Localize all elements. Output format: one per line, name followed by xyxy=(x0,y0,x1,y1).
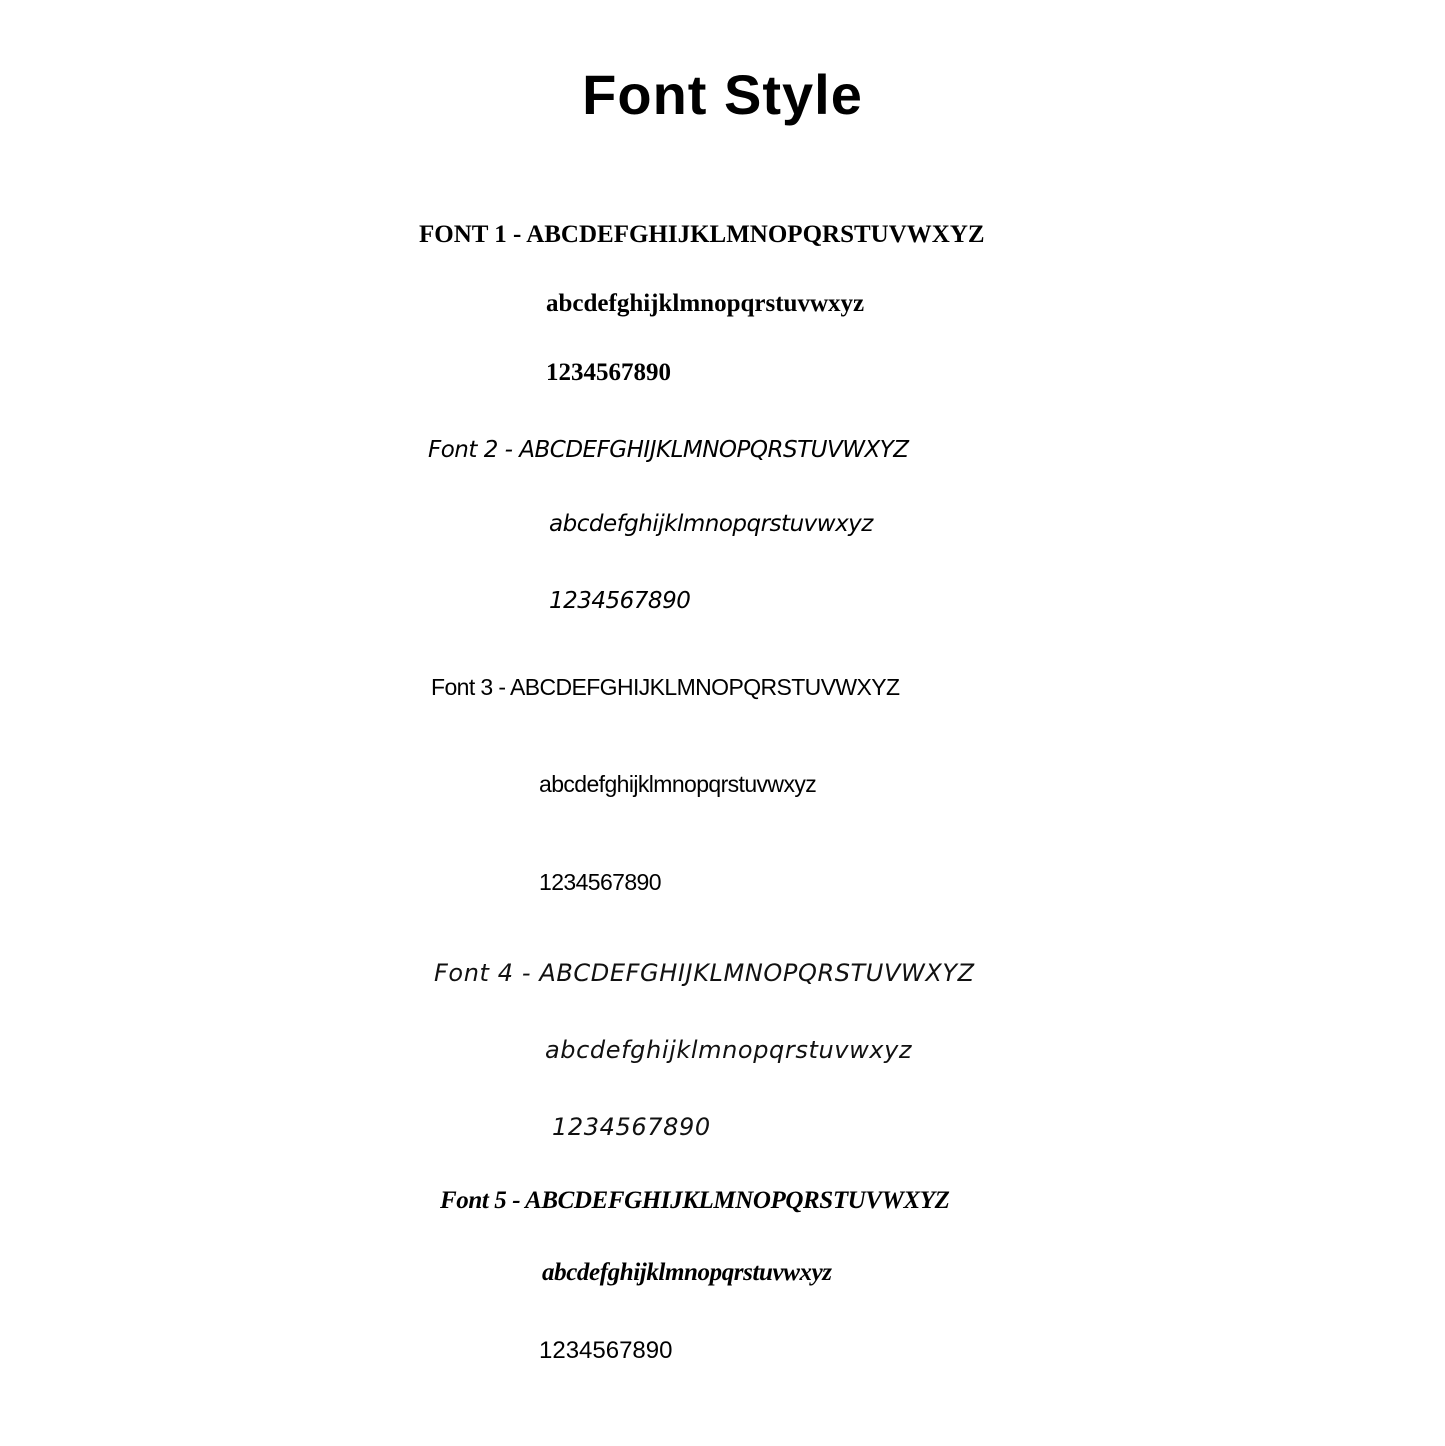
font-5-digits: 1234567890 xyxy=(539,1337,673,1364)
font-4-digits: 1234567890 xyxy=(552,1113,711,1141)
font-2-uppercase: Font 2 - ABCDEFGHIJKLMNOPQRSTUVWXYZ xyxy=(428,437,909,463)
font-5-lowercase: abcdefghijklmnopqrstuvwxyz xyxy=(542,1259,832,1286)
font-2-lowercase: abcdefghijklmnopqrstuvwxyz xyxy=(549,511,873,537)
font-1-digits: 1234567890 xyxy=(546,359,671,386)
font-1-uppercase: FONT 1 - ABCDEFGHIJKLMNOPQRSTUVWXYZ xyxy=(419,221,985,248)
font-5-uppercase: Font 5 - ABCDEFGHIJKLMNOPQRSTUVWXYZ xyxy=(440,1187,950,1214)
font-3-digits: 1234567890 xyxy=(539,869,661,895)
font-2-digits: 1234567890 xyxy=(549,588,691,614)
page-title: Font Style xyxy=(582,63,863,126)
font-4-uppercase: Font 4 - ABCDEFGHIJKLMNOPQRSTUVWXYZ xyxy=(434,959,975,987)
font-4-lowercase: abcdefghijklmnopqrstuvwxyz xyxy=(545,1036,913,1064)
font-1-lowercase: abcdefghijklmnopqrstuvwxyz xyxy=(546,290,865,317)
font-3-uppercase: Font 3 - ABCDEFGHIJKLMNOPQRSTUVWXYZ xyxy=(431,674,900,700)
font-3-lowercase: abcdefghijklmnopqrstuvwxyz xyxy=(539,771,817,797)
